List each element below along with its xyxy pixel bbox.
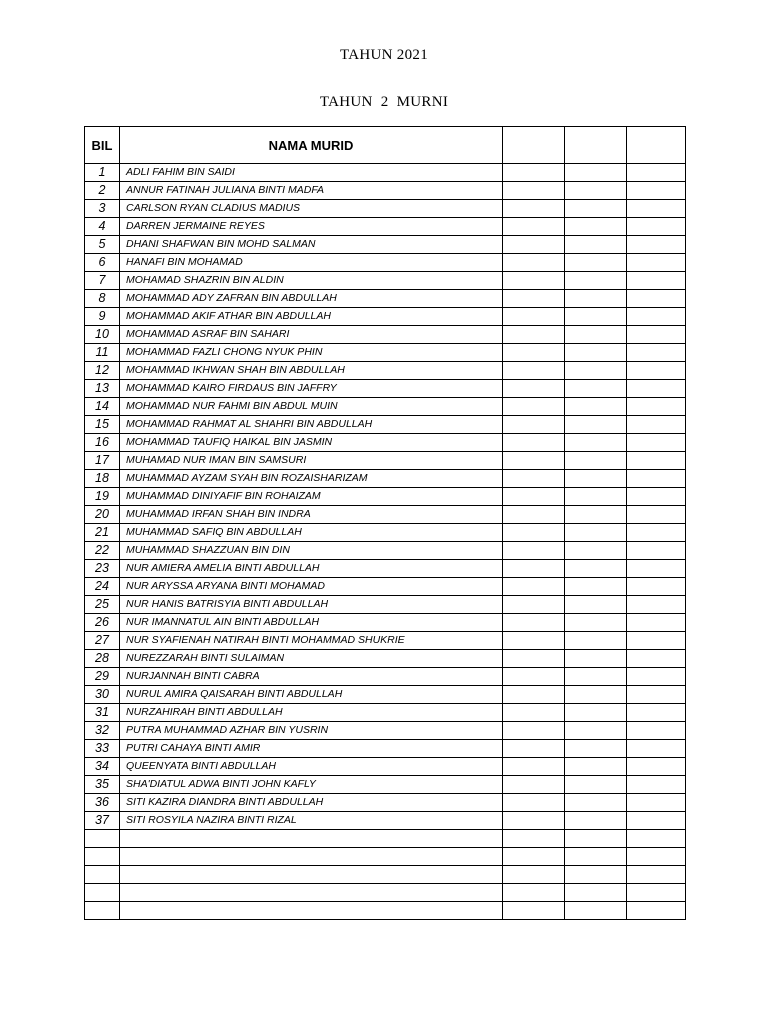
row-number-cell: 6 <box>85 254 120 272</box>
table-row <box>85 866 686 884</box>
blank-cell <box>503 686 565 704</box>
row-number-cell: 12 <box>85 362 120 380</box>
table-row <box>85 272 686 290</box>
student-name-cell: NUR AMIERA AMELIA BINTI ABDULLAH <box>120 560 503 578</box>
blank-cell <box>565 776 627 794</box>
blank-cell <box>503 668 565 686</box>
row-number-cell: 11 <box>85 344 120 362</box>
row-number-cell: 3 <box>85 200 120 218</box>
table-row <box>85 650 686 668</box>
row-number-cell: 21 <box>85 524 120 542</box>
blank-cell <box>565 704 627 722</box>
table-row <box>85 614 686 632</box>
blank-cell <box>503 866 565 884</box>
blank-cell <box>627 488 686 506</box>
student-table <box>84 126 686 920</box>
table-row <box>85 704 686 722</box>
row-number-cell: 36 <box>85 794 120 812</box>
blank-cell <box>503 290 565 308</box>
student-name-cell: MUHAMMAD IRFAN SHAH BIN INDRA <box>120 506 503 524</box>
blank-cell <box>565 470 627 488</box>
blank-cell <box>627 542 686 560</box>
row-number-cell: 19 <box>85 488 120 506</box>
row-number-cell: 1 <box>85 164 120 182</box>
student-name-cell: MOHAMMAD IKHWAN SHAH BIN ABDULLAH <box>120 362 503 380</box>
row-number-cell: 22 <box>85 542 120 560</box>
row-number-cell: 8 <box>85 290 120 308</box>
row-number-cell: 33 <box>85 740 120 758</box>
blank-cell <box>627 848 686 866</box>
blank-cell <box>627 506 686 524</box>
row-number-cell: 13 <box>85 380 120 398</box>
row-number-cell: 24 <box>85 578 120 596</box>
student-name-cell: MOHAMMAD ADY ZAFRAN BIN ABDULLAH <box>120 290 503 308</box>
blank-cell <box>565 794 627 812</box>
row-number-cell: 9 <box>85 308 120 326</box>
blank-cell <box>627 380 686 398</box>
table-row <box>85 308 686 326</box>
blank-cell <box>503 236 565 254</box>
blank-cell <box>565 362 627 380</box>
student-name-cell: NUR ARYSSA ARYANA BINTI MOHAMAD <box>120 578 503 596</box>
table-row <box>85 812 686 830</box>
row-number-cell: 17 <box>85 452 120 470</box>
student-name-cell: QUEENYATA BINTI ABDULLAH <box>120 758 503 776</box>
blank-cell <box>503 848 565 866</box>
blank-cell <box>503 650 565 668</box>
student-name-cell <box>120 866 503 884</box>
row-number-cell <box>85 848 120 866</box>
student-name-cell: ANNUR FATINAH JULIANA BINTI MADFA <box>120 182 503 200</box>
row-number-cell: 14 <box>85 398 120 416</box>
student-name-cell: MOHAMMAD NUR FAHMI BIN ABDUL MUIN <box>120 398 503 416</box>
blank-cell <box>565 380 627 398</box>
table-row <box>85 416 686 434</box>
table-row <box>85 362 686 380</box>
table-body <box>85 164 686 920</box>
student-name-cell: NURJANNAH BINTI CABRA <box>120 668 503 686</box>
blank-cell <box>565 290 627 308</box>
blank-cell <box>627 686 686 704</box>
student-name-cell: NUREZZARAH BINTI SULAIMAN <box>120 650 503 668</box>
blank-cell <box>565 722 627 740</box>
row-number-cell: 16 <box>85 434 120 452</box>
table-row <box>85 290 686 308</box>
row-number-cell <box>85 866 120 884</box>
blank-cell <box>565 272 627 290</box>
blank-cell <box>565 254 627 272</box>
table-header-row <box>85 127 686 164</box>
student-name-cell: HANAFI BIN MOHAMAD <box>120 254 503 272</box>
table-row <box>85 488 686 506</box>
student-name-cell: MOHAMMAD RAHMAT AL SHAHRI BIN ABDULLAH <box>120 416 503 434</box>
blank-cell <box>565 416 627 434</box>
blank-cell <box>565 830 627 848</box>
blank-cell <box>503 758 565 776</box>
student-name-cell <box>120 884 503 902</box>
blank-cell <box>565 614 627 632</box>
student-name-cell: NURUL AMIRA QAISARAH BINTI ABDULLAH <box>120 686 503 704</box>
blank-cell <box>565 524 627 542</box>
blank-cell <box>565 578 627 596</box>
blank-cell <box>565 488 627 506</box>
row-number-cell: 23 <box>85 560 120 578</box>
row-number-cell: 27 <box>85 632 120 650</box>
student-name-cell: MOHAMMAD TAUFIQ HAIKAL BIN JASMIN <box>120 434 503 452</box>
row-number-cell <box>85 884 120 902</box>
row-number-cell: 34 <box>85 758 120 776</box>
row-number-cell: 35 <box>85 776 120 794</box>
column-header-nama-murid: NAMA MURID <box>120 127 503 164</box>
blank-cell <box>503 398 565 416</box>
blank-cell <box>565 182 627 200</box>
row-number-cell <box>85 830 120 848</box>
blank-cell <box>565 344 627 362</box>
blank-cell <box>565 164 627 182</box>
student-name-cell: NUR SYAFIENAH NATIRAH BINTI MOHAMMAD SHUKRIE <box>120 632 503 650</box>
student-name-cell: MUHAMAD NUR IMAN BIN SAMSURI <box>120 452 503 470</box>
blank-cell <box>627 758 686 776</box>
blank-cell <box>503 164 565 182</box>
student-name-cell: MUHAMMAD SAFIQ BIN ABDULLAH <box>120 524 503 542</box>
blank-cell <box>565 740 627 758</box>
table-row <box>85 794 686 812</box>
blank-cell <box>503 902 565 920</box>
table-row <box>85 182 686 200</box>
blank-cell <box>627 524 686 542</box>
table-row <box>85 434 686 452</box>
row-number-cell: 2 <box>85 182 120 200</box>
student-name-cell: MUHAMMAD DINIYAFIF BIN ROHAIZAM <box>120 488 503 506</box>
blank-cell <box>627 452 686 470</box>
blank-cell <box>627 272 686 290</box>
table-row <box>85 560 686 578</box>
row-number-cell: 32 <box>85 722 120 740</box>
blank-cell <box>565 236 627 254</box>
blank-cell <box>503 434 565 452</box>
blank-cell <box>565 326 627 344</box>
blank-cell <box>565 200 627 218</box>
table-row <box>85 758 686 776</box>
row-number-cell: 10 <box>85 326 120 344</box>
blank-cell <box>503 218 565 236</box>
student-name-cell: MOHAMMAD ASRAF BIN SAHARI <box>120 326 503 344</box>
blank-cell <box>503 182 565 200</box>
blank-cell <box>627 470 686 488</box>
blank-cell <box>503 488 565 506</box>
table-row <box>85 326 686 344</box>
blank-cell <box>627 326 686 344</box>
row-number-cell: 4 <box>85 218 120 236</box>
table-row <box>85 200 686 218</box>
blank-cell <box>503 794 565 812</box>
row-number-cell: 28 <box>85 650 120 668</box>
blank-cell <box>503 560 565 578</box>
row-number-cell: 18 <box>85 470 120 488</box>
blank-cell <box>503 578 565 596</box>
row-number-cell: 25 <box>85 596 120 614</box>
blank-cell <box>503 704 565 722</box>
blank-cell <box>503 722 565 740</box>
blank-cell <box>565 848 627 866</box>
table-row <box>85 632 686 650</box>
row-number-cell: 7 <box>85 272 120 290</box>
blank-cell <box>565 866 627 884</box>
blank-cell <box>627 560 686 578</box>
student-name-cell: CARLSON RYAN CLADIUS MADIUS <box>120 200 503 218</box>
blank-cell <box>565 686 627 704</box>
blank-cell <box>503 830 565 848</box>
table-row <box>85 542 686 560</box>
table-row <box>85 218 686 236</box>
table-row <box>85 740 686 758</box>
student-name-cell: NUR IMANNATUL AIN BINTI ABDULLAH <box>120 614 503 632</box>
blank-cell <box>503 380 565 398</box>
blank-cell <box>565 650 627 668</box>
table-row <box>85 470 686 488</box>
blank-cell <box>627 668 686 686</box>
row-number-cell: 37 <box>85 812 120 830</box>
student-name-cell: ADLI FAHIM BIN SAIDI <box>120 164 503 182</box>
blank-cell <box>627 578 686 596</box>
blank-cell <box>503 506 565 524</box>
row-number-cell: 20 <box>85 506 120 524</box>
blank-cell <box>627 200 686 218</box>
blank-cell <box>627 884 686 902</box>
student-name-cell: MOHAMMAD AKIF ATHAR BIN ABDULLAH <box>120 308 503 326</box>
blank-cell <box>565 308 627 326</box>
blank-cell <box>627 596 686 614</box>
table-row <box>85 578 686 596</box>
table-row <box>85 524 686 542</box>
blank-cell <box>627 902 686 920</box>
blank-cell <box>627 830 686 848</box>
blank-cell <box>627 416 686 434</box>
student-name-cell: MOHAMMAD KAIRO FIRDAUS BIN JAFFRY <box>120 380 503 398</box>
blank-cell <box>627 812 686 830</box>
table-row <box>85 668 686 686</box>
table-row <box>85 686 686 704</box>
student-name-cell: SITI ROSYILA NAZIRA BINTI RIZAL <box>120 812 503 830</box>
table-row <box>85 848 686 866</box>
blank-cell <box>565 902 627 920</box>
student-name-cell: MUHAMMAD SHAZZUAN BIN DIN <box>120 542 503 560</box>
table-row <box>85 452 686 470</box>
blank-cell <box>627 254 686 272</box>
table-row <box>85 776 686 794</box>
blank-cell <box>627 614 686 632</box>
class-title: TAHUN 2 MURNI <box>319 94 449 110</box>
blank-cell <box>565 596 627 614</box>
blank-cell <box>503 632 565 650</box>
blank-cell <box>627 308 686 326</box>
blank-cell <box>627 776 686 794</box>
student-name-cell <box>120 830 503 848</box>
blank-cell <box>627 362 686 380</box>
row-number-cell: 31 <box>85 704 120 722</box>
blank-cell <box>503 524 565 542</box>
blank-cell <box>565 884 627 902</box>
blank-cell <box>565 398 627 416</box>
blank-cell <box>565 812 627 830</box>
row-number-cell: 15 <box>85 416 120 434</box>
student-name-cell: MUHAMMAD AYZAM SYAH BIN ROZAISHARIZAM <box>120 470 503 488</box>
blank-cell <box>503 614 565 632</box>
table-row <box>85 344 686 362</box>
student-name-cell: MOHAMAD SHAZRIN BIN ALDIN <box>120 272 503 290</box>
table-row <box>85 722 686 740</box>
student-name-cell <box>120 848 503 866</box>
row-number-cell <box>85 902 120 920</box>
blank-cell <box>565 452 627 470</box>
year-title: TAHUN 2021 <box>339 47 429 63</box>
blank-cell <box>503 470 565 488</box>
table-row <box>85 380 686 398</box>
row-number-cell: 30 <box>85 686 120 704</box>
blank-cell <box>565 506 627 524</box>
blank-cell <box>503 542 565 560</box>
student-name-cell: MOHAMMAD FAZLI CHONG NYUK PHIN <box>120 344 503 362</box>
table-row <box>85 254 686 272</box>
blank-cell <box>627 164 686 182</box>
blank-cell <box>503 884 565 902</box>
blank-cell <box>503 272 565 290</box>
blank-cell <box>627 182 686 200</box>
blank-cell <box>565 632 627 650</box>
blank-cell <box>503 740 565 758</box>
blank-cell <box>627 434 686 452</box>
blank-cell <box>565 542 627 560</box>
table-row <box>85 884 686 902</box>
column-header-blank-3 <box>627 127 686 164</box>
table-row <box>85 506 686 524</box>
blank-cell <box>627 290 686 308</box>
blank-cell <box>503 308 565 326</box>
blank-cell <box>503 416 565 434</box>
blank-cell <box>503 776 565 794</box>
table-row <box>85 398 686 416</box>
row-number-cell: 26 <box>85 614 120 632</box>
blank-cell <box>503 344 565 362</box>
blank-cell <box>627 794 686 812</box>
student-name-cell <box>120 902 503 920</box>
row-number-cell: 5 <box>85 236 120 254</box>
blank-cell <box>627 236 686 254</box>
blank-cell <box>627 218 686 236</box>
blank-cell <box>565 218 627 236</box>
blank-cell <box>565 668 627 686</box>
row-number-cell: 29 <box>85 668 120 686</box>
blank-cell <box>503 596 565 614</box>
student-name-cell: PUTRI CAHAYA BINTI AMIR <box>120 740 503 758</box>
blank-cell <box>503 452 565 470</box>
blank-cell <box>627 344 686 362</box>
blank-cell <box>503 362 565 380</box>
table-row <box>85 902 686 920</box>
table-row <box>85 830 686 848</box>
student-name-cell: DARREN JERMAINE REYES <box>120 218 503 236</box>
blank-cell <box>627 398 686 416</box>
blank-cell <box>503 812 565 830</box>
table-row <box>85 164 686 182</box>
blank-cell <box>565 560 627 578</box>
student-name-cell: NURZAHIRAH BINTI ABDULLAH <box>120 704 503 722</box>
column-header-blank-1 <box>503 127 565 164</box>
student-name-cell: NUR HANIS BATRISYIA BINTI ABDULLAH <box>120 596 503 614</box>
table-row <box>85 596 686 614</box>
blank-cell <box>627 650 686 668</box>
blank-cell <box>627 704 686 722</box>
blank-cell <box>627 632 686 650</box>
blank-cell <box>565 434 627 452</box>
student-name-cell: DHANI SHAFWAN BIN MOHD SALMAN <box>120 236 503 254</box>
table-row <box>85 236 686 254</box>
column-header-blank-2 <box>565 127 627 164</box>
blank-cell <box>503 254 565 272</box>
blank-cell <box>565 758 627 776</box>
student-name-cell: SHA'DIATUL ADWA BINTI JOHN KAFLY <box>120 776 503 794</box>
student-name-cell: PUTRA MUHAMMAD AZHAR BIN YUSRIN <box>120 722 503 740</box>
student-name-cell: SITI KAZIRA DIANDRA BINTI ABDULLAH <box>120 794 503 812</box>
blank-cell <box>627 740 686 758</box>
blank-cell <box>627 866 686 884</box>
blank-cell <box>627 722 686 740</box>
blank-cell <box>503 200 565 218</box>
blank-cell <box>503 326 565 344</box>
column-header-bil: BIL <box>85 127 120 164</box>
